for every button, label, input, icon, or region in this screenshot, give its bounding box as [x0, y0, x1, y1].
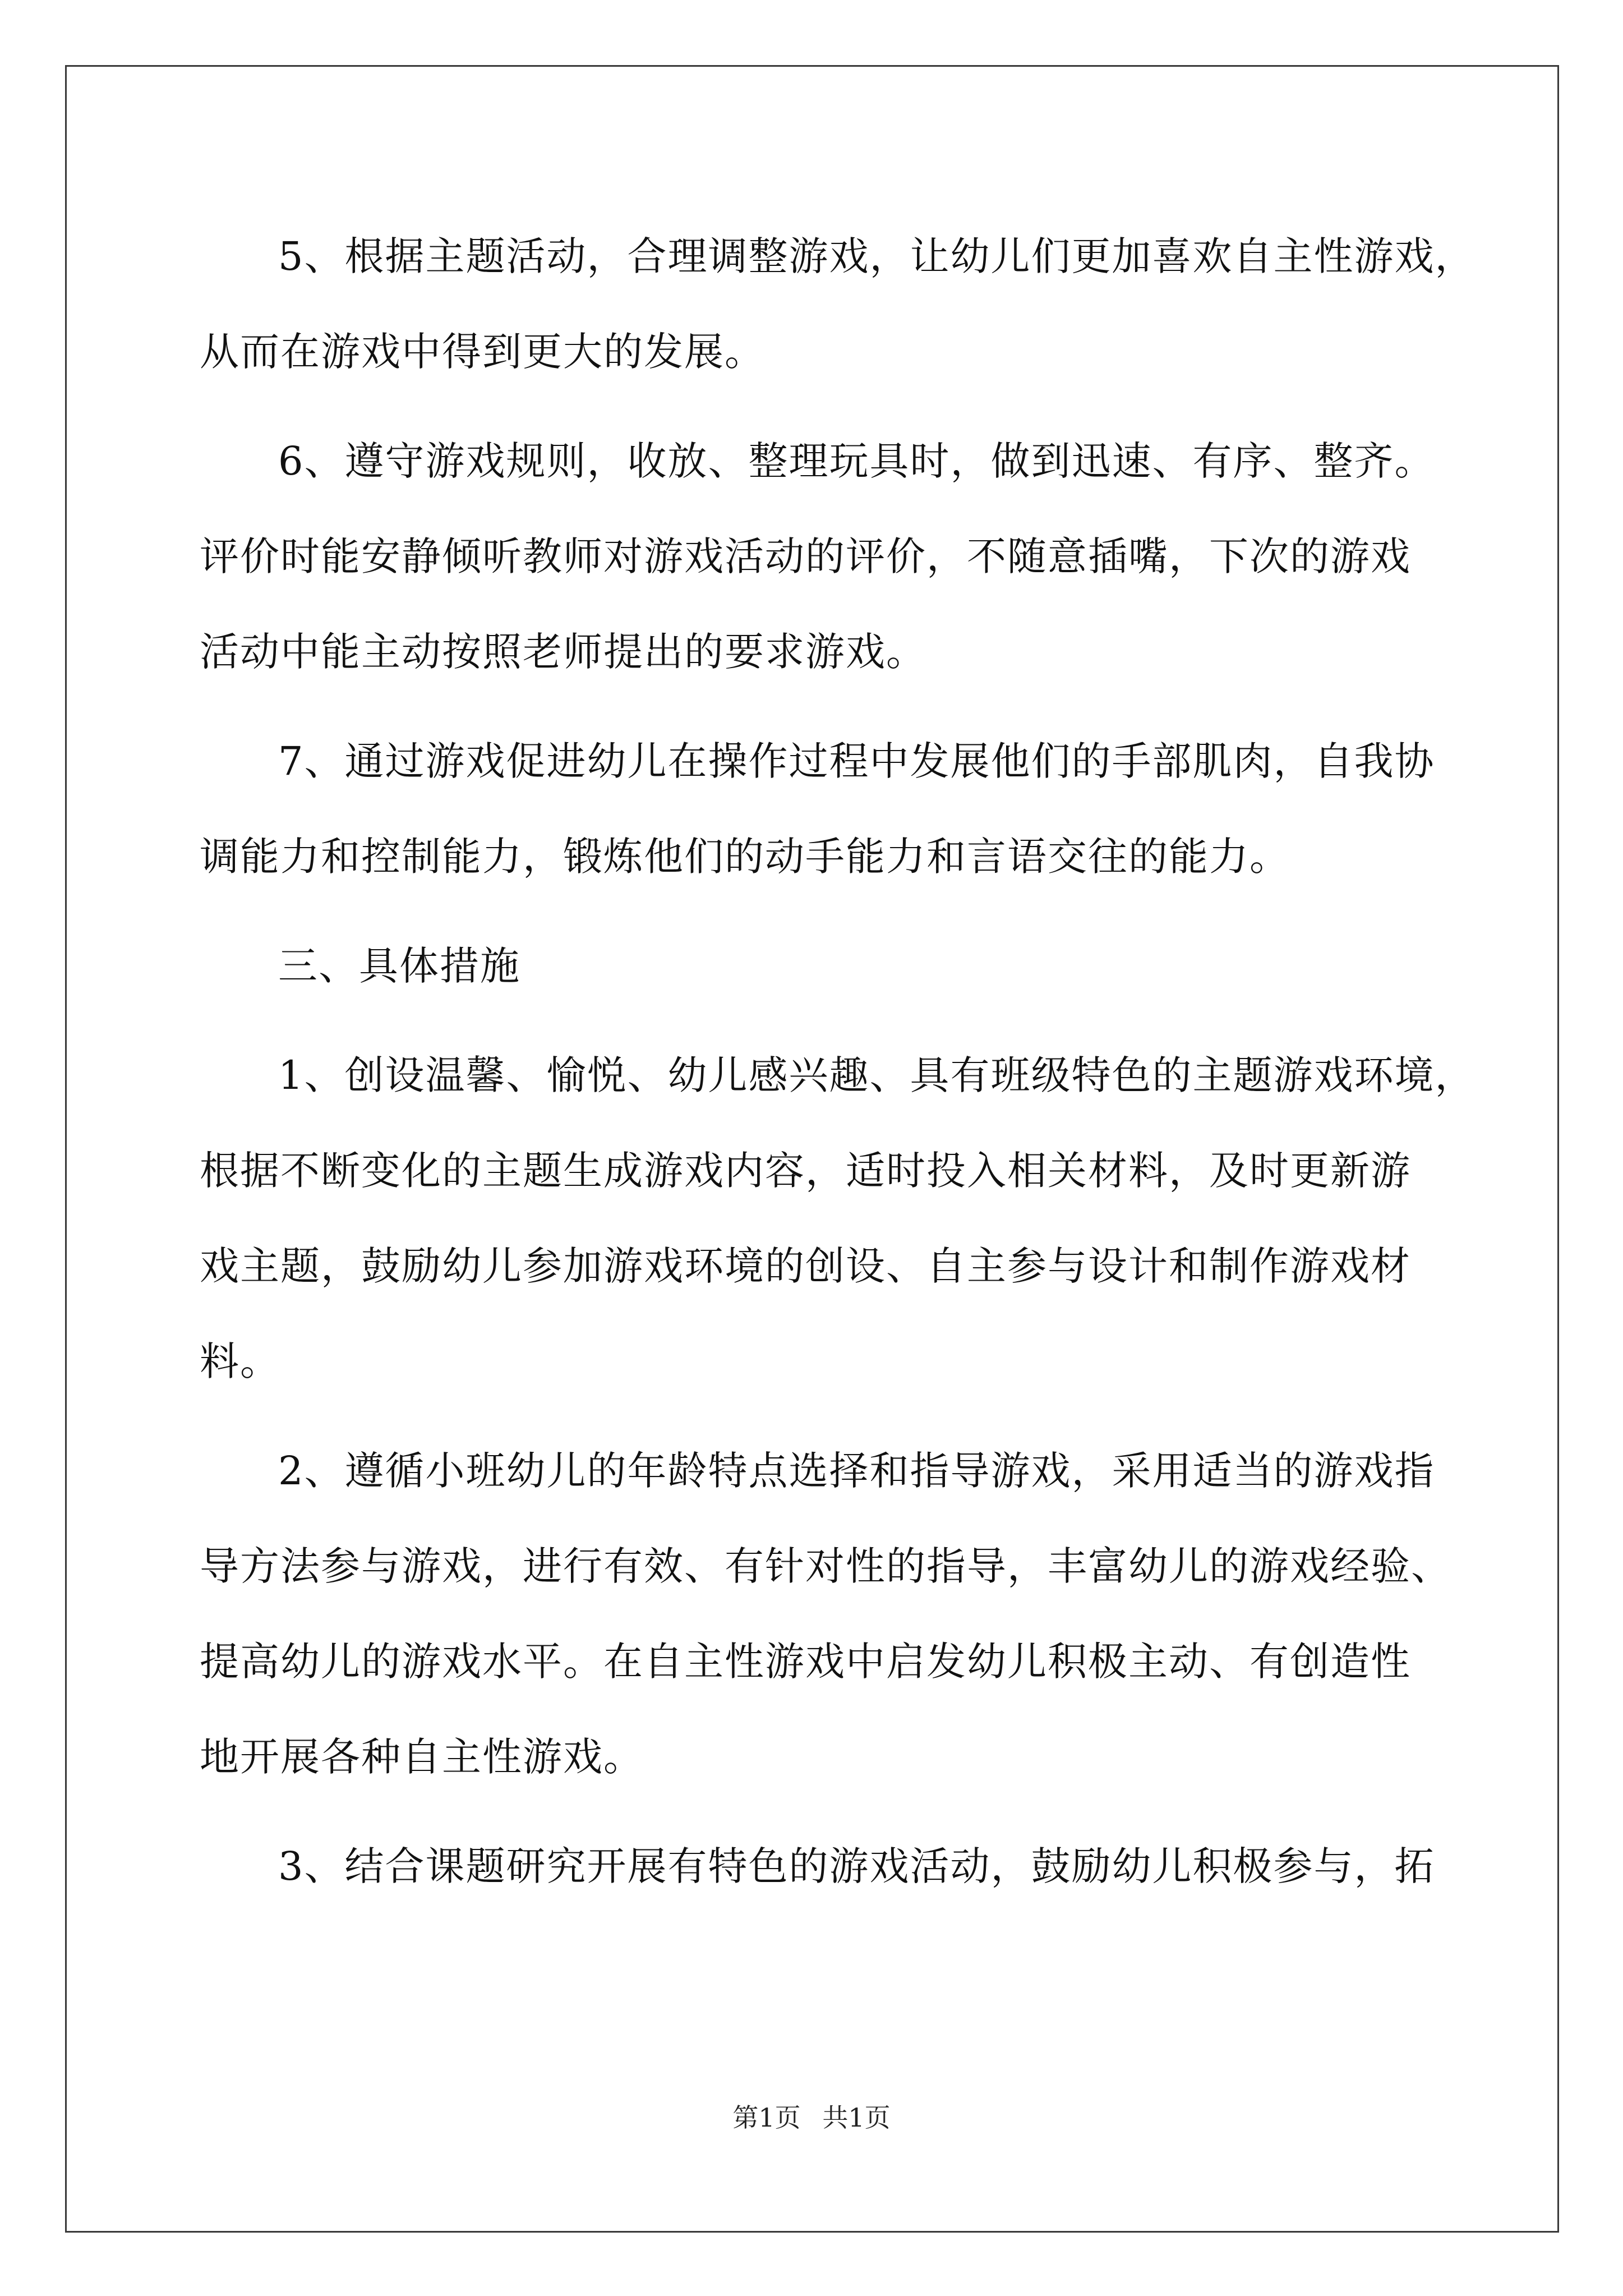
paragraph-7-line-2: 调能力和控制能力，锻炼他们的动手能力和言语交往的能力。 [200, 834, 1290, 880]
measure-2-line-4: 地开展各种自主性游戏。 [200, 1734, 644, 1780]
section-heading: 三、具体措施 [278, 943, 520, 989]
measure-3-line-1: 3、结合课题研究开展有特色的游戏活动，鼓励幼儿积极参与，拓 [278, 1843, 1435, 1889]
paragraph-6-line-3: 活动中能主动按照老师提出的要求游戏。 [200, 629, 926, 675]
measure-1-line-4: 料。 [200, 1338, 280, 1384]
measure-1-line-1: 1、创设温馨、愉悦、幼儿感兴趣、具有班级特色的主题游戏环境， [278, 1052, 1476, 1098]
paragraph-5-line-1: 5、根据主题活动，合理调整游戏，让幼儿们更加喜欢自主性游戏， [278, 233, 1476, 279]
paragraph-6-line-2: 评价时能安静倾听教师对游戏活动的评价，不随意插嘴，下次的游戏 [200, 533, 1411, 579]
measure-2-line-3: 提高幼儿的游戏水平。在自主性游戏中启发幼儿积极主动、有创造性 [200, 1639, 1411, 1685]
measure-1-line-3: 戏主题，鼓励幼儿参加游戏环境的创设、自主参与设计和制作游戏材 [200, 1243, 1411, 1289]
paragraph-6-line-1: 6、遵守游戏规则，收放、整理玩具时，做到迅速、有序、整齐。 [278, 438, 1435, 484]
measure-1-line-2: 根据不断变化的主题生成游戏内容，适时投入相关材料，及时更新游 [200, 1148, 1411, 1194]
page-number: 第1页 [732, 2102, 801, 2133]
measure-2-line-1: 2、遵循小班幼儿的年龄特点选择和指导游戏，采用适当的游戏指 [278, 1448, 1435, 1494]
measure-2-line-2: 导方法参与游戏，进行有效、有针对性的指导，丰富幼儿的游戏经验、 [200, 1543, 1451, 1589]
page-total: 共1页 [822, 2102, 891, 2133]
paragraph-5-line-2: 从而在游戏中得到更大的发展。 [200, 329, 765, 375]
paragraph-7-line-1: 7、通过游戏促进幼儿在操作过程中发展他们的手部肌肉，自我协 [278, 738, 1435, 784]
page-footer [0, 2097, 1623, 2134]
